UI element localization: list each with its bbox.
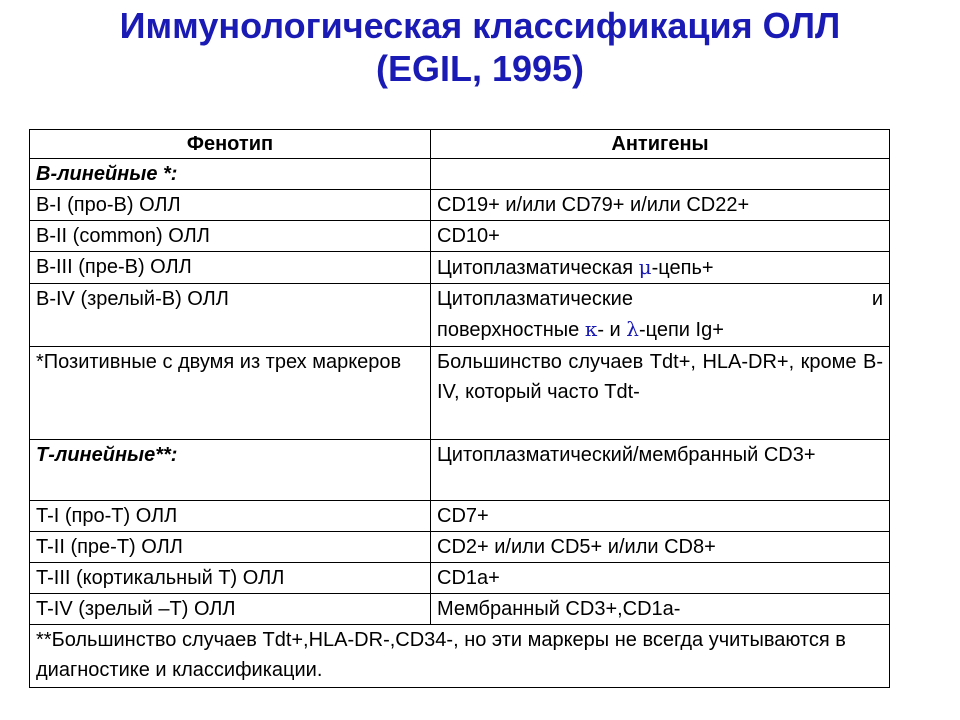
b-lineage-note-row (30, 347, 890, 440)
phenotype-cell: B-III (пре-В) ОЛЛ (30, 252, 431, 284)
table-row (30, 594, 890, 625)
b-lineage-antigens-empty (431, 159, 890, 190)
antigens-cell: Мембранный CD3+,CD1a- (431, 594, 890, 625)
phenotype-cell: T-III (кортикальный Т) ОЛЛ (30, 563, 431, 594)
slide-title (0, 4, 960, 90)
table-row (30, 501, 890, 532)
t-lineage-antigens: Цитоплазматический/мембранный CD3+ (431, 440, 890, 501)
table-row (30, 563, 890, 594)
antigens-text: Цитоплазматические (437, 288, 633, 310)
antigens-text: - и (597, 319, 627, 341)
antigens-line-2 (437, 314, 883, 345)
mu-symbol: μ (638, 255, 652, 279)
phenotype-cell: T-I (про-Т) ОЛЛ (30, 501, 431, 532)
antigens-text: Цитоплазматическая (437, 257, 639, 279)
antigens-cell: CD10+ (431, 221, 890, 252)
title-line-1: Иммунологическая классификация ОЛЛ (119, 5, 841, 46)
title-line-2: (EGIL, 1995) (375, 48, 585, 89)
antigens-line-1 (437, 284, 883, 314)
phenotype-cell: T-IV (зрелый –Т) ОЛЛ (30, 594, 431, 625)
b-lineage-label: В-линейные *: (30, 159, 431, 190)
kappa-symbol: κ (584, 317, 598, 341)
antigens-cell (431, 284, 890, 347)
phenotype-cell: B-II (common) ОЛЛ (30, 221, 431, 252)
antigens-cell: CD1a+ (431, 563, 890, 594)
table-row (30, 532, 890, 563)
header-phenotype: Фенотип (30, 130, 431, 159)
table-header-row (30, 130, 890, 159)
t-lineage-label: Т-линейные**: (30, 440, 431, 501)
antigens-text: и (871, 288, 883, 310)
phenotype-cell: B-I (про-В) ОЛЛ (30, 190, 431, 221)
antigens-cell: CD7+ (431, 501, 890, 532)
footnote-row (30, 625, 890, 688)
table-row (30, 252, 890, 284)
table-row (30, 221, 890, 252)
antigens-text: -цепь+ (651, 257, 714, 279)
table-row (30, 284, 890, 347)
lambda-symbol: λ (626, 317, 639, 341)
table-row (30, 190, 890, 221)
header-antigens: Антигены (431, 130, 890, 159)
phenotype-cell: T-II (пре-Т) ОЛЛ (30, 532, 431, 563)
b-lineage-group-row (30, 159, 890, 190)
t-lineage-group-row (30, 440, 890, 501)
antigens-cell (431, 252, 890, 284)
footnote: **Большинство случаев Tdt+,HLA-DR-,CD34-, но эти маркеры не всегда учитываются в диагностике и классификации. (30, 625, 890, 688)
phenotype-cell: B-IV (зрелый-В) ОЛЛ (30, 284, 431, 347)
egil-classification-table (29, 129, 890, 688)
antigens-cell: CD19+ и/или CD79+ и/или CD22+ (431, 190, 890, 221)
antigens-cell: CD2+ и/или CD5+ и/или CD8+ (431, 532, 890, 563)
b-lineage-note: *Позитивные с двумя из трех маркеров (30, 347, 431, 440)
b-lineage-note-antigens: Большинство случаев Tdt+, HLA-DR+, кроме B-IV, который часто Tdt- (431, 347, 890, 440)
antigens-text: -цепи Ig+ (638, 319, 724, 341)
antigens-text: поверхностные (437, 319, 585, 341)
